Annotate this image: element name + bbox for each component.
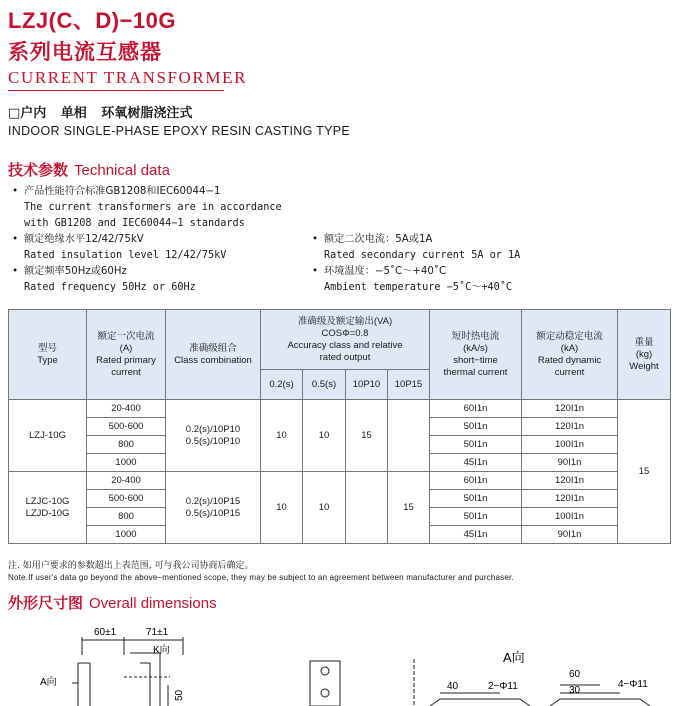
table-row xyxy=(9,472,671,490)
spec-en: with GB1208 and IEC60044−1 standards xyxy=(24,218,245,229)
bullet: • xyxy=(312,234,319,245)
cell-thermal: 50I1n xyxy=(430,436,522,454)
tech-section-title xyxy=(8,159,170,180)
th-text: (kg) xyxy=(635,348,653,360)
th-text: 短时热电流 xyxy=(451,330,500,342)
product-name-en: CURRENT TRANSFORMER xyxy=(8,68,248,87)
th-text: 准确级及额定输出(VA) xyxy=(297,315,393,327)
cell-thermal: 45I1n xyxy=(430,526,522,544)
th-text: short−time xyxy=(453,354,498,366)
cell-thermal: 60I1n xyxy=(430,400,522,418)
subtitle-cn: □户内 单相 环氧树脂浇注式 xyxy=(8,106,193,121)
th-sub-02s: 0.2(s) xyxy=(261,370,303,400)
th-text: current xyxy=(111,366,141,378)
th-sub-10p10: 10P10 xyxy=(346,370,388,400)
th-class-combo xyxy=(166,310,261,400)
dim-a-dir: A向 xyxy=(40,677,57,688)
th-text: 型号 xyxy=(37,342,57,354)
bullet: • xyxy=(12,234,19,245)
spec-item xyxy=(12,184,314,232)
cell-thermal: 60I1n xyxy=(430,472,522,490)
dims-title-en: Overall dimensions xyxy=(89,595,217,612)
bullet: • xyxy=(12,266,19,277)
cell-dynamic: 120I1n xyxy=(522,418,618,436)
cell-thermal: 45I1n xyxy=(430,454,522,472)
cell-text: 0.2(s)/10P10 xyxy=(185,423,241,435)
cell-combo xyxy=(166,472,261,544)
cell-primary: 800 xyxy=(87,436,166,454)
th-weight xyxy=(618,310,671,400)
cell-primary: 800 xyxy=(87,508,166,526)
cell-type xyxy=(9,472,87,544)
note-cn: 注. 如用户要求的参数超出上表范围, 可与我公司协商后确定。 xyxy=(8,561,254,571)
spec-item xyxy=(312,232,624,264)
dim-60b: 60 xyxy=(569,669,581,680)
cell-10p10 xyxy=(346,472,388,544)
dim-a-view: A向 xyxy=(503,650,525,665)
th-text: (kA/s) xyxy=(463,342,488,354)
subtitle-en: INDOOR SINGLE-PHASE EPOXY RESIN CASTING TYPE xyxy=(8,124,350,138)
dimension-drawing xyxy=(0,615,680,706)
cell-05s: 10 xyxy=(303,472,346,544)
cell-dynamic: 100I1n xyxy=(522,508,618,526)
bullet: • xyxy=(312,266,319,277)
th-text: COSΦ=0.8 xyxy=(321,327,369,339)
cell-10p15 xyxy=(388,400,430,472)
spec-en: Rated frequency 50Hz or 60Hz xyxy=(24,282,196,293)
th-sub-10p15: 10P15 xyxy=(388,370,430,400)
dim-60: 60±1 xyxy=(94,627,117,638)
cell-text: 0.2(s)/10P15 xyxy=(185,495,241,507)
cell-10p10: 15 xyxy=(346,400,388,472)
cell-dynamic: 90I1n xyxy=(522,526,618,544)
th-text: Rated primary xyxy=(96,354,156,366)
dim-71: 71±1 xyxy=(146,627,169,638)
th-sub-05s: 0.5(s) xyxy=(303,370,346,400)
spec-cn: 额定二次电流：5A或1A xyxy=(324,234,433,245)
cell-05s: 10 xyxy=(303,400,346,472)
dim-k-dir: K向 xyxy=(153,645,170,656)
bullet: • xyxy=(12,186,19,197)
dim-4-holes: 4−Φ11 xyxy=(618,679,648,690)
cell-primary: 1000 xyxy=(87,454,166,472)
note-en: Note.If user's data go beyond the above−mentioned scope, they may be subject to an agreement between manufacturer and purchaser. xyxy=(8,573,514,582)
th-text: 额定动稳定电流 xyxy=(536,330,603,342)
spec-cn: 环境温度：−5˚C～+40˚C xyxy=(324,266,447,277)
th-accuracy xyxy=(261,310,430,370)
cell-text: 0.5(s)/10P10 xyxy=(185,435,241,447)
th-dynamic xyxy=(522,310,618,400)
th-primary xyxy=(87,310,166,400)
cell-thermal: 50I1n xyxy=(430,418,522,436)
spec-en: Ambient temperature −5˚C～+40˚C xyxy=(324,282,513,293)
cell-weight: 15 xyxy=(618,400,671,544)
cell-text: LZJC-10G xyxy=(25,495,70,507)
th-text: Class combination xyxy=(174,354,252,366)
table-row xyxy=(9,400,671,418)
spec-item xyxy=(12,232,314,264)
spec-en: Rated insulation level 12/42/75kV xyxy=(24,250,227,261)
th-short-time xyxy=(430,310,522,400)
cell-text: 0.5(s)/10P15 xyxy=(185,507,241,519)
spec-list-left xyxy=(12,184,314,296)
spec-table xyxy=(8,309,671,544)
cell-text: LZJD-10G xyxy=(25,507,70,519)
spec-en: Rated secondary current 5A or 1A xyxy=(324,250,521,261)
dim-2-holes: 2−Φ11 xyxy=(488,681,518,692)
cell-dynamic: 120I1n xyxy=(522,490,618,508)
th-text: 重量 xyxy=(634,336,654,348)
cell-primary: 500-600 xyxy=(87,490,166,508)
cell-dynamic: 120I1n xyxy=(522,400,618,418)
cell-primary: 20-400 xyxy=(87,400,166,418)
cell-02s: 10 xyxy=(261,472,303,544)
spec-item xyxy=(312,264,624,296)
cell-dynamic: 120I1n xyxy=(522,472,618,490)
cell-thermal: 50I1n xyxy=(430,490,522,508)
spec-en: The current transformers are in accordance xyxy=(24,202,282,213)
dims-title-cn: 外形尺寸图 xyxy=(8,594,84,612)
spec-cn: 额定频率50Hz或60Hz xyxy=(24,266,127,277)
spec-cn: 额定绝缘水平12/42/75kV xyxy=(24,234,144,245)
dim-30: 30 xyxy=(569,685,581,696)
cell-primary: 20-400 xyxy=(87,472,166,490)
cell-dynamic: 90I1n xyxy=(522,454,618,472)
th-text: 准确级组合 xyxy=(189,342,237,354)
dim-50: 50 xyxy=(174,689,185,701)
cell-02s: 10 xyxy=(261,400,303,472)
tech-title-en: Technical data xyxy=(74,162,170,179)
cell-type xyxy=(9,400,87,472)
cell-10p15: 15 xyxy=(388,472,430,544)
spec-list-right xyxy=(312,232,624,296)
spec-item xyxy=(12,264,314,296)
th-text: Weight xyxy=(629,360,659,372)
th-type xyxy=(9,310,87,400)
cell-combo xyxy=(166,400,261,472)
th-text: (kA) xyxy=(560,342,579,354)
model-title: LZJ(C、D)−10G xyxy=(8,8,176,33)
dims-section-title xyxy=(8,592,217,613)
th-text: Rated dynamic xyxy=(537,354,602,366)
cell-primary: 500-600 xyxy=(87,418,166,436)
cell-text: LZJ-10G xyxy=(29,429,66,441)
cell-dynamic: 100I1n xyxy=(522,436,618,454)
th-text: Accuracy class and relative xyxy=(287,339,403,351)
th-text: (A) xyxy=(119,342,133,354)
cell-thermal: 50I1n xyxy=(430,508,522,526)
dim-40: 40 xyxy=(447,681,459,692)
product-name-cn: 系列电流互感器 xyxy=(8,40,162,64)
th-text: thermal current xyxy=(443,366,508,378)
th-text: current xyxy=(554,366,585,378)
spec-cn: 产品性能符合标准GB1208和IEC60044−1 xyxy=(24,186,221,197)
title-underline xyxy=(8,90,224,91)
tech-title-cn: 技术参数 xyxy=(8,161,69,179)
th-text: Type xyxy=(37,354,58,366)
th-text: 额定一次电流 xyxy=(97,330,155,342)
cell-primary: 1000 xyxy=(87,526,166,544)
th-text: rated output xyxy=(319,351,371,363)
